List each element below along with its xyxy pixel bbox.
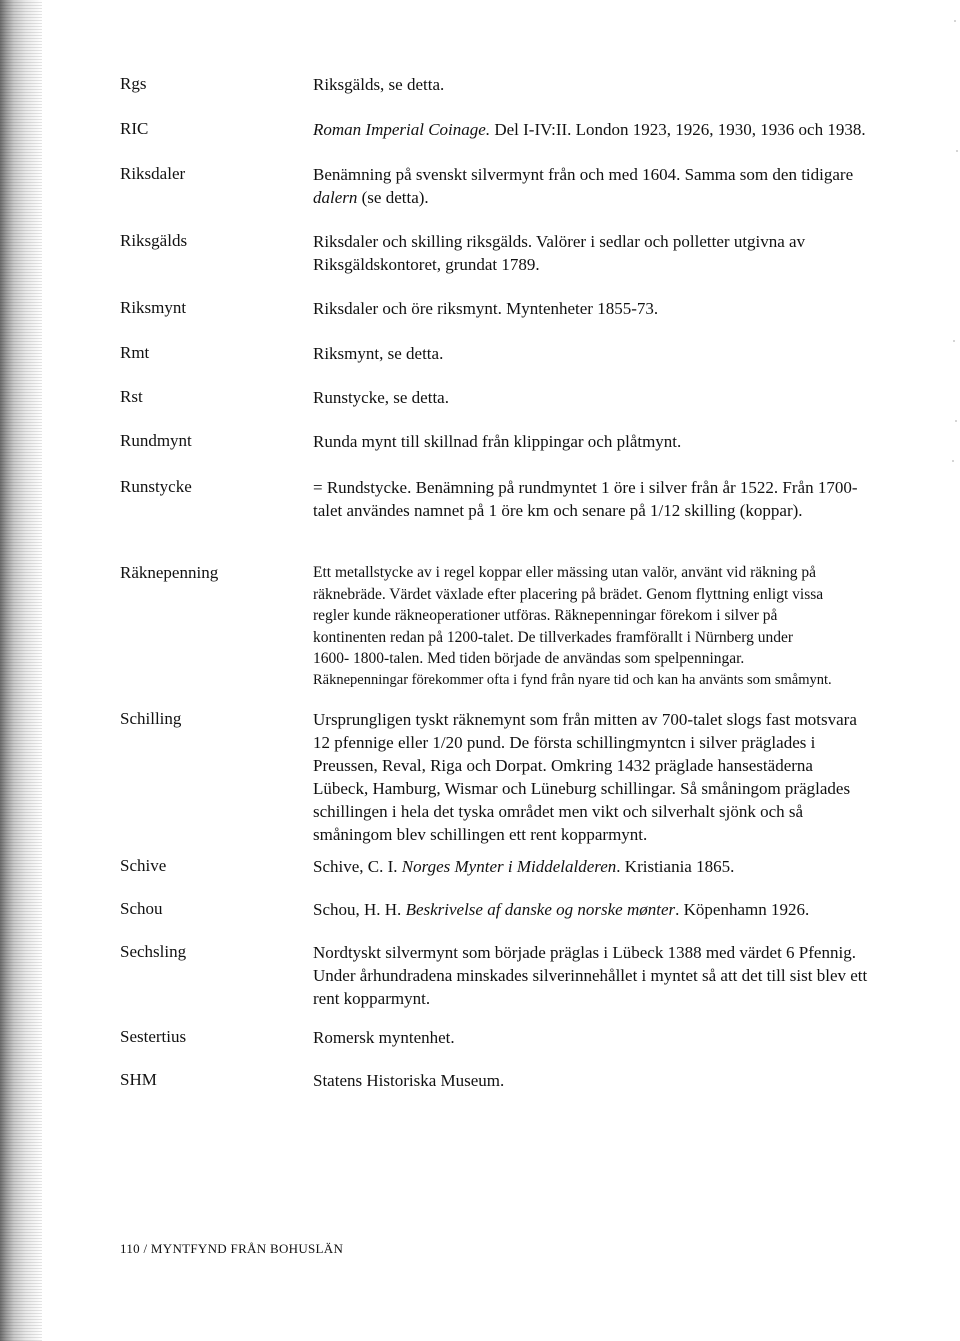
definition-line bbox=[313, 186, 873, 209]
definition-line: Benämning på svenskt silvermynt från och med 1604. Samma som den tidigare bbox=[313, 165, 854, 184]
definition-line: = Rundstycke. Benämning på rundmyntet 1 öre i silver från år 1522. Från 1700- bbox=[313, 478, 858, 497]
definition-line: Riksdaler och skilling riksgälds. Valörer i sedlar och polletter utgivna av bbox=[313, 232, 806, 251]
definition-line: Runstycke, se detta. bbox=[313, 388, 449, 407]
definition bbox=[313, 163, 873, 209]
definition bbox=[313, 73, 873, 96]
definition-line: Lübeck, Hamburg, Wismar och Lüneburg schillingar. Så småningom präglades bbox=[313, 779, 851, 798]
definition-line: regler kunde räkneoperationer utföras. Räknepenningar förekom i silver på bbox=[313, 607, 778, 624]
page-footer: 110 / MYNTFYND FRÅN BOHUSLÄN bbox=[120, 1241, 344, 1256]
definition bbox=[313, 1069, 873, 1092]
definition-line: 12 pfennige eller 1/20 pund. De första schillingmyntcn i silver präglades i bbox=[313, 733, 816, 752]
definition-line: talet användes namnet på 1 öre km och senare på 1/12 skilling (koppar). bbox=[313, 501, 803, 520]
definition-line: Ett metallstycke av i regel koppar eller mässing utan valör, använt vid räkning på bbox=[313, 564, 816, 581]
definition-line: Nordtyskt silvermynt som började präglas i Lübeck 1388 med värdet 6 Pfennig. bbox=[313, 943, 856, 962]
definition bbox=[313, 941, 873, 1010]
definition bbox=[313, 342, 873, 365]
term: Riksmynt bbox=[120, 298, 187, 317]
definition-line bbox=[313, 855, 873, 878]
definition bbox=[313, 708, 873, 846]
definition-line bbox=[313, 898, 873, 921]
definition-line: Romersk myntenhet. bbox=[313, 1028, 455, 1047]
definition-line: Statens Historiska Museum. bbox=[313, 1071, 505, 1090]
definition bbox=[313, 297, 873, 320]
definition-line: Under århundradena minskades silverinnehållet i myntet så att det till sist blev ett bbox=[313, 966, 868, 985]
author: Schou, H. H. bbox=[313, 900, 406, 919]
definition-line: 1600- 1800-talen. Med tiden började de användas som spelpenningar. bbox=[313, 650, 745, 667]
definition bbox=[313, 562, 873, 691]
book-title: Beskrivelse af danske og norske mønter bbox=[405, 900, 676, 919]
term: Rmt bbox=[120, 343, 150, 362]
definition bbox=[313, 898, 873, 921]
term: Rgs bbox=[120, 74, 147, 93]
definition bbox=[313, 476, 873, 522]
definition bbox=[313, 230, 873, 276]
term: Schive bbox=[120, 856, 167, 875]
definition-line: Riksdaler och öre riksmynt. Myntenheter 1855-73. bbox=[313, 299, 659, 318]
definition-line: räknebräde. Värdet växlade efter placering på brädet. Genom flyttning enligt vissa bbox=[313, 585, 824, 603]
definition-line: Räknepenningar förekommer ofta i fynd från nyare tid och kan ha använts som småmynt. bbox=[313, 671, 832, 688]
term: Sechsling bbox=[120, 942, 187, 961]
definition bbox=[313, 855, 873, 878]
term: Rundmynt bbox=[120, 431, 192, 450]
definition-line: rent kopparmynt. bbox=[313, 989, 431, 1008]
emphasis: dalern bbox=[313, 188, 358, 207]
definition bbox=[313, 386, 873, 409]
definition-line: Riksgäldskontoret, grundat 1789. bbox=[313, 255, 540, 274]
term: Schou bbox=[120, 899, 163, 918]
term: Sestertius bbox=[120, 1027, 187, 1046]
scan-specks bbox=[948, 0, 960, 1341]
term: Riksdaler bbox=[120, 164, 186, 183]
definition-line: småningom blev schillingen ett rent kopparmynt. bbox=[313, 825, 648, 844]
book-title: Roman Imperial Coinage. bbox=[313, 120, 491, 139]
definition-line: kontinenten redan på 1200-talet. De tillverkades framförallt i Nürnberg under bbox=[313, 628, 794, 646]
definition-line: Riksmynt, se detta. bbox=[313, 344, 444, 363]
definition-line: Preussen, Reval, Riga och Dorpat. Omkring 1432 präglade hansestäderna bbox=[313, 756, 813, 775]
definition bbox=[313, 118, 883, 141]
term: Runstycke bbox=[120, 477, 192, 496]
definition-line: schillingen i hela det tyska området men vikt och silverhalt sjönk och så bbox=[313, 802, 804, 821]
term: Rst bbox=[120, 387, 143, 406]
term: Riksgälds bbox=[120, 231, 188, 250]
publication-info: . Köpenhamn 1926. bbox=[675, 900, 810, 919]
definition bbox=[313, 1026, 873, 1049]
book-title: Norges Mynter i Middelalderen bbox=[401, 857, 617, 876]
definition-line: Ursprungligen tyskt räknemynt som från mitten av 700-talet slogs fast motsvara bbox=[313, 710, 857, 729]
definition-text: (se detta). bbox=[357, 188, 429, 207]
term: Räknepenning bbox=[120, 563, 219, 582]
term: RIC bbox=[120, 119, 149, 138]
scan-edge bbox=[0, 0, 42, 1341]
publication-info: . Kristiania 1865. bbox=[616, 857, 735, 876]
definition-line: Riksgälds, se detta. bbox=[313, 75, 445, 94]
definition bbox=[313, 430, 873, 453]
author: Schive, C. I. bbox=[313, 857, 402, 876]
definition-line: Runda mynt till skillnad från klippingar och plåtmynt. bbox=[313, 432, 682, 451]
term: SHM bbox=[120, 1070, 157, 1089]
term: Schilling bbox=[120, 709, 182, 728]
definition-line bbox=[313, 118, 883, 141]
definition-text: Del I-IV:II. London 1923, 1926, 1930, 1936 och 1938. bbox=[490, 120, 866, 139]
